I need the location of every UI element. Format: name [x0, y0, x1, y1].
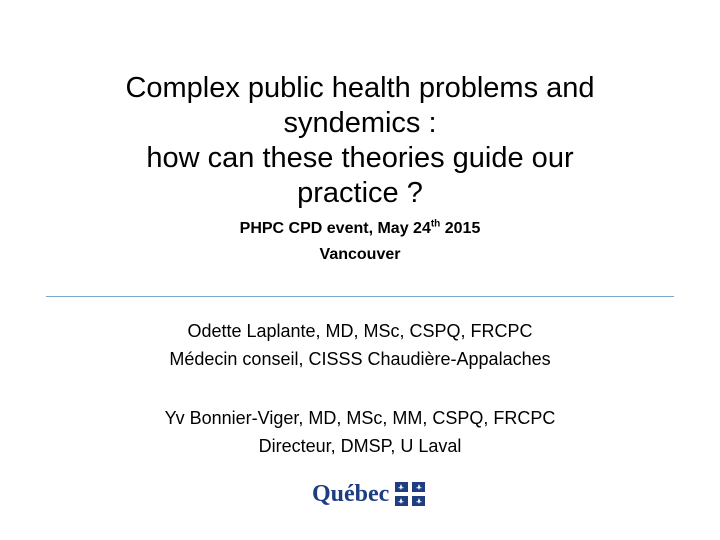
event-info	[110, 216, 610, 268]
author-affiliation: Médecin conseil, CISSS Chaudière-Appalaches	[169, 349, 551, 369]
date-suffix: th	[430, 218, 441, 230]
logo-wordmark: Québec	[312, 480, 390, 507]
title-line: how can these theories guide our	[146, 142, 574, 175]
event-location: Vancouver	[319, 246, 401, 263]
quebec-logo	[312, 478, 425, 510]
slide-title	[40, 71, 680, 211]
title-line: syndemics :	[283, 107, 437, 140]
event-date	[110, 216, 610, 242]
divider	[46, 296, 674, 297]
fleur-de-lis-flag-icon	[395, 482, 425, 506]
event-year: 2015	[440, 220, 481, 237]
author-block	[60, 317, 660, 373]
author-name: Yv Bonnier-Viger, MD, MSc, MM, CSPQ, FRCPC	[164, 408, 556, 428]
title-line: Complex public health problems and	[125, 72, 595, 105]
author-name: Odette Laplante, MD, MSc, CSPQ, FRCPC	[187, 321, 533, 341]
title-line: practice ?	[297, 177, 423, 210]
author-affiliation: Directeur, DMSP, U Laval	[258, 436, 462, 456]
event-name: PHPC CPD event, May 24	[239, 220, 431, 237]
author-block	[60, 404, 660, 460]
